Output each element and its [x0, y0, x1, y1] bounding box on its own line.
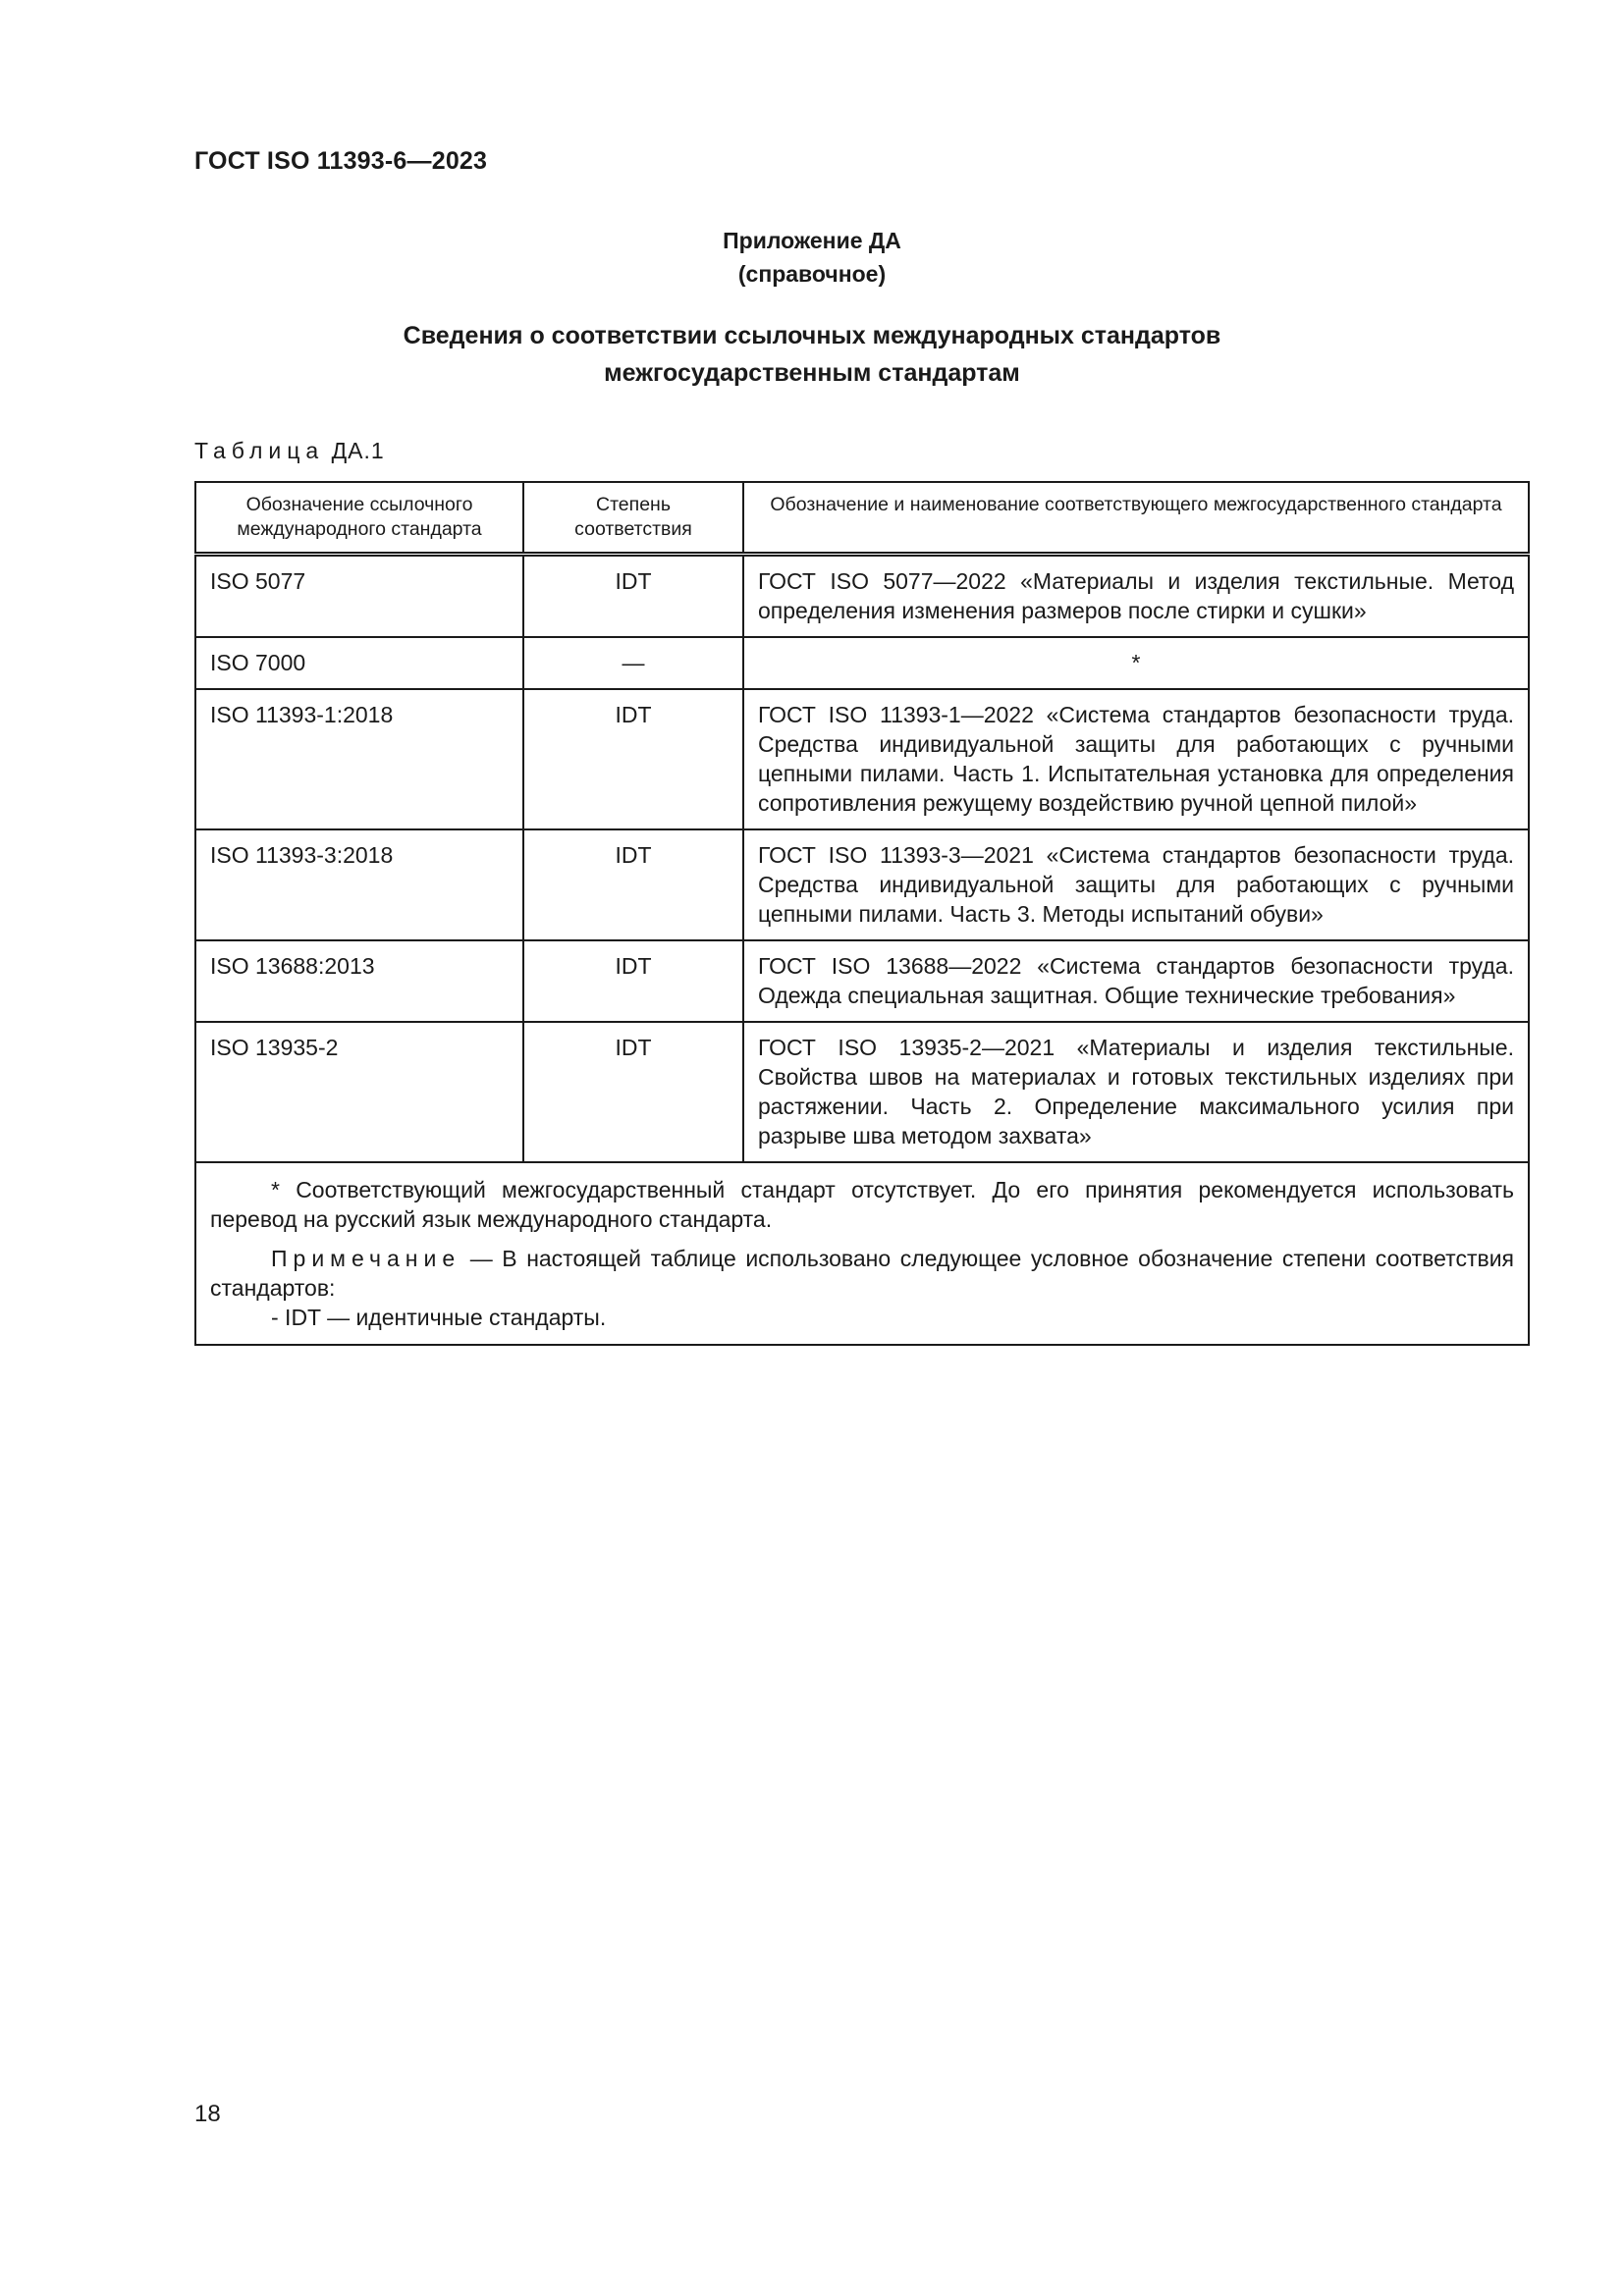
- document-header: ГОСТ ISO 11393-6—2023: [194, 147, 488, 175]
- cell-degree: IDT: [523, 829, 743, 940]
- table-note: [210, 1244, 1514, 1332]
- annex-heading: [0, 224, 1624, 291]
- table-row: [195, 555, 1529, 638]
- section-title: [0, 317, 1624, 392]
- cell-degree: IDT: [523, 555, 743, 638]
- cell-code: ISO 13688:2013: [195, 940, 523, 1022]
- section-title-line-1: Сведения о соответствии ссылочных международных стандартов: [403, 322, 1221, 349]
- annex-title: Приложение ДА: [723, 228, 901, 253]
- cell-gost: ГОСТ ISO 11393-3—2021 «Система стандартов безопасности труда. Средства индивидуальной защиты для работающих с ручными цепными пилами. Часть 3. Методы испытаний обуви»: [743, 829, 1529, 940]
- annex-subtitle: (справочное): [737, 261, 887, 287]
- table-header-row: [195, 482, 1529, 555]
- page-number: 18: [194, 2101, 221, 2127]
- cell-gost: *: [743, 637, 1529, 689]
- table-row: [195, 940, 1529, 1022]
- cell-gost: ГОСТ ISO 5077—2022 «Материалы и изделия текстильные. Метод определения изменения размеров после стирки и сушки»: [743, 555, 1529, 638]
- table-caption: [194, 438, 385, 464]
- table-row: [195, 637, 1529, 689]
- header-interstate-standard: Обозначение и наименование соответствующего межгосударственного стандарта: [743, 482, 1529, 555]
- note-item: - IDT — идентичные стандарты.: [271, 1305, 607, 1330]
- note-label: Примечание: [271, 1246, 461, 1271]
- cell-code: ISO 13935-2: [195, 1022, 523, 1162]
- cell-gost: ГОСТ ISO 13935-2—2021 «Материалы и изделия текстильные. Свойства швов на материалах и готовых текстильных изделиях при растяжении. Часть 2. Определение максимального усилия при разрыве шва методом захвата»: [743, 1022, 1529, 1162]
- cell-gost: ГОСТ ISO 13688—2022 «Система стандартов безопасности труда. Одежда специальная защитная. Общие технические требования»: [743, 940, 1529, 1022]
- cell-degree: IDT: [523, 1022, 743, 1162]
- cell-code: ISO 7000: [195, 637, 523, 689]
- section-title-line-2: межгосударственным стандартам: [604, 359, 1020, 387]
- table-row: [195, 829, 1529, 940]
- header-international-standard: Обозначение ссылочного международного стандарта: [195, 482, 523, 555]
- cell-degree: IDT: [523, 689, 743, 829]
- note-text: — В настоящей таблице использовано следующее условное обозначение степени соответствия стандартов:: [210, 1246, 1515, 1301]
- table-footnote-row: [195, 1162, 1529, 1345]
- cell-code: ISO 11393-3:2018: [195, 829, 523, 940]
- table-caption-number: ДА.1: [331, 438, 385, 463]
- header-degree: Степень соответствия: [523, 482, 743, 555]
- cell-code: ISO 5077: [195, 555, 523, 638]
- cell-degree: —: [523, 637, 743, 689]
- footnote-text: * Соответствующий межгосударственный стандарт отсутствует. До его принятия рекомендуется использовать перевод на русский язык международного стандарта.: [210, 1177, 1514, 1232]
- table-row: [195, 1022, 1529, 1162]
- cell-degree: IDT: [523, 940, 743, 1022]
- table-row: [195, 689, 1529, 829]
- cell-code: ISO 11393-1:2018: [195, 689, 523, 829]
- standards-table: [194, 481, 1530, 1346]
- table-caption-word: Таблица: [194, 438, 325, 463]
- table-footnote: [195, 1162, 1529, 1345]
- cell-gost: ГОСТ ISO 11393-1—2022 «Система стандартов безопасности труда. Средства индивидуальной защиты для работающих с ручными цепными пилами. Часть 1. Испытательная установка для определения сопротивления режущему воздействию ручной цепной пилой»: [743, 689, 1529, 829]
